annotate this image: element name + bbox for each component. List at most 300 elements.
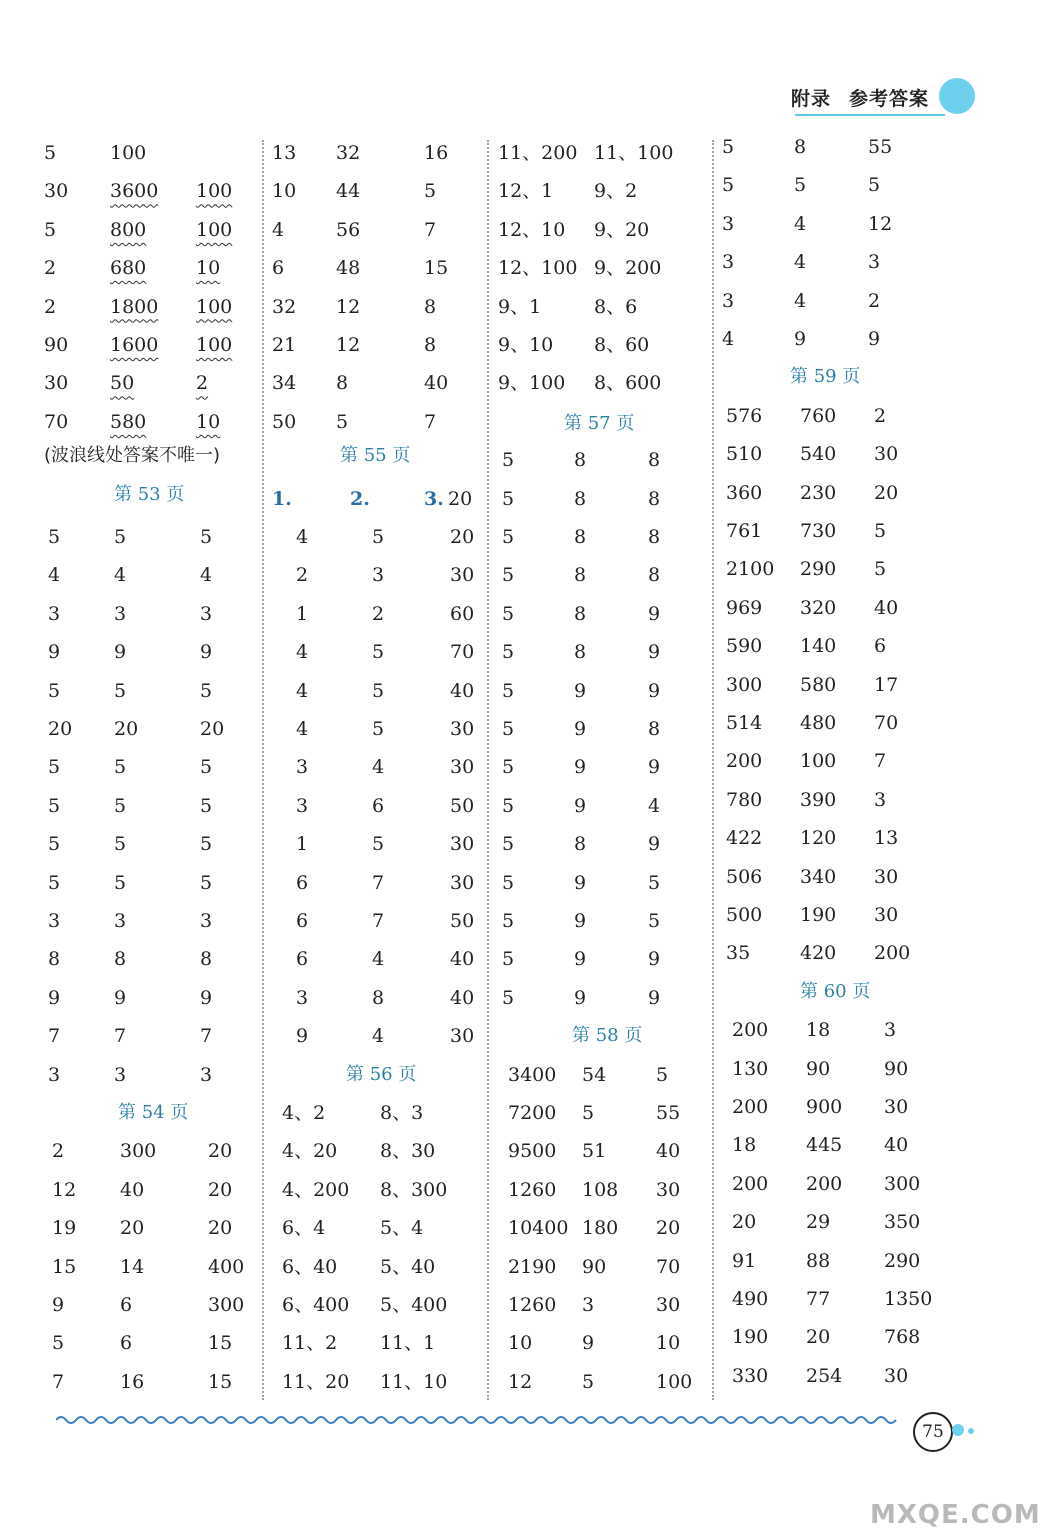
answer-cell: 8 — [574, 564, 587, 587]
footer-wave-line — [56, 1412, 906, 1428]
answer-cell: 190 — [732, 1326, 769, 1349]
answer-cell: 5 — [794, 174, 807, 197]
answer-cell: 15 — [208, 1370, 233, 1393]
answer-cell: 8 — [574, 641, 587, 664]
answer-cell: 4 — [794, 212, 807, 235]
answer-cell: 5 — [722, 136, 735, 158]
answer-cell: 3 — [722, 251, 735, 274]
answer-cell: 8 — [574, 449, 587, 472]
answer-cell: 9 — [574, 948, 587, 971]
answer-cell: 8、30 — [380, 1140, 436, 1163]
answer-cell: 9 — [868, 328, 881, 350]
answer-cell: 20 — [732, 1211, 757, 1234]
answer-cell: 9 — [574, 910, 587, 932]
answer-cell: 12、100 — [498, 257, 578, 280]
answer-cell: 780 — [726, 788, 763, 811]
answer-cell: 30 — [884, 1364, 909, 1387]
answer-cell: 7 — [200, 1025, 213, 1048]
answer-cell: 445 — [806, 1134, 843, 1157]
answer-cell: 510 — [726, 443, 763, 466]
answer-cell: 4 — [296, 526, 309, 548]
answer-cell: 130 — [732, 1057, 769, 1080]
answer-cell: 5 — [48, 794, 61, 817]
answer-cell: 16 — [424, 142, 449, 164]
answer-cell: 4 — [296, 641, 309, 664]
answer-cell: 7 — [48, 1025, 61, 1048]
answer-cell: 330 — [732, 1364, 769, 1387]
answer-cell: 30 — [450, 871, 475, 894]
answer-cell: 9 — [574, 986, 587, 1009]
answer-cell: 10 — [272, 180, 297, 203]
answer-cell: 190 — [800, 904, 837, 926]
answer-cell: 35 — [726, 942, 751, 965]
answer-cell: 506 — [726, 865, 763, 888]
footer-decor-dot — [952, 1424, 964, 1436]
answer-cell: 4 — [200, 564, 213, 587]
answer-cell: 5 — [200, 794, 213, 817]
answer-cell: 12 — [52, 1178, 77, 1201]
answer-cell: 320 — [800, 596, 837, 619]
answer-cell: 100 — [656, 1370, 693, 1393]
answer-cell: 680 — [110, 257, 147, 280]
answer-cell: 4 — [648, 794, 661, 817]
answer-cell: 5 — [200, 526, 213, 548]
answer-cell: 1260 — [508, 1294, 557, 1316]
answer-cell: 1260 — [508, 1178, 557, 1201]
answer-cell: 44 — [336, 180, 361, 203]
answer-cell: 9、100 — [498, 372, 566, 395]
answer-cell: 9500 — [508, 1140, 557, 1163]
answer-cell: 3 — [722, 289, 735, 312]
sub-question-number: 20 — [448, 487, 473, 510]
answer-cell: 6 — [296, 948, 309, 971]
answer-cell: 16 — [120, 1370, 145, 1393]
answer-cell: 2 — [196, 372, 209, 395]
answer-cell: 5 — [648, 910, 661, 932]
answer-cell: 5 — [502, 910, 515, 932]
answer-cell: 5 — [502, 602, 515, 625]
answer-cell: 730 — [800, 520, 837, 542]
answer-cell: 12 — [868, 212, 893, 235]
answer-cell: 800 — [110, 218, 147, 241]
column-divider-2 — [487, 140, 489, 1400]
answer-cell: 580 — [800, 673, 837, 696]
answer-cell: 290 — [884, 1249, 921, 1272]
header-underline — [795, 114, 945, 116]
answer-cell: 2190 — [508, 1255, 557, 1278]
answer-cell: 5 — [200, 833, 213, 856]
answer-cell: 30 — [450, 564, 475, 587]
answer-cell: 8 — [574, 602, 587, 625]
answer-cell: 70 — [656, 1255, 681, 1278]
answer-cell: 8 — [574, 487, 587, 510]
answer-cell: 12、10 — [498, 218, 566, 241]
answer-cell: 590 — [726, 635, 763, 658]
answer-cell: 20 — [874, 481, 899, 504]
answer-cell: 70 — [44, 410, 69, 433]
answer-cell: 1 — [296, 833, 309, 856]
answer-cell: 50 — [272, 410, 297, 433]
answer-cell: 9 — [648, 641, 661, 664]
answer-cell: 9 — [794, 328, 807, 350]
answer-cell: 2100 — [726, 558, 775, 581]
page-heading-55: 第 55 页 — [340, 445, 411, 467]
answer-cell: 5 — [200, 756, 213, 779]
answer-cell: 11、200 — [498, 142, 578, 164]
answer-cell: 20 — [450, 526, 475, 548]
answer-cell: 40 — [874, 596, 899, 619]
answer-cell: 120 — [800, 827, 837, 850]
answer-cell: 422 — [726, 827, 763, 850]
answer-cell: 254 — [806, 1364, 843, 1387]
answer-cell: 900 — [806, 1096, 843, 1118]
answer-cell: 56 — [336, 218, 361, 241]
answer-cell: 11、20 — [282, 1370, 350, 1393]
answer-cell: 3 — [200, 1063, 213, 1086]
answer-cell: 9 — [648, 756, 661, 779]
answer-cell: 3 — [200, 602, 213, 625]
answer-cell: 5 — [44, 218, 57, 241]
answer-cell: 230 — [800, 481, 837, 504]
answer-cell: 490 — [732, 1288, 769, 1310]
answer-cell: 9 — [48, 986, 61, 1009]
answer-cell: 5 — [114, 794, 127, 817]
sub-question-number: 1. — [272, 487, 292, 510]
answer-cell: 8 — [648, 718, 661, 740]
answer-cell: 9 — [582, 1332, 595, 1355]
answer-cell: 15 — [52, 1255, 77, 1278]
answer-cell: 10 — [508, 1332, 533, 1355]
answer-cell: 19 — [52, 1217, 77, 1240]
answer-cell: 34 — [272, 372, 297, 395]
answer-cell: 768 — [884, 1326, 921, 1349]
answer-cell: 8 — [648, 449, 661, 472]
answer-cell: 55 — [656, 1102, 681, 1124]
answer-cell: 51 — [582, 1140, 607, 1163]
answer-cell: 4 — [372, 1025, 385, 1048]
answer-cell: 40 — [884, 1134, 909, 1157]
answer-cell: 20 — [48, 718, 73, 740]
answer-cell: 969 — [726, 596, 763, 619]
answer-cell: 5 — [874, 558, 887, 581]
answer-cell: 6 — [296, 910, 309, 932]
answer-cell: 9 — [200, 641, 213, 664]
answer-cell: 20 — [208, 1178, 233, 1201]
answer-cell: 2 — [44, 295, 57, 318]
answer-cell: 12 — [336, 334, 361, 356]
answer-cell: 5 — [502, 948, 515, 971]
page-heading-54: 第 54 页 — [118, 1102, 189, 1123]
answer-cell: 3 — [372, 564, 385, 587]
answer-cell: 8 — [372, 986, 385, 1009]
answer-cell: 5 — [48, 679, 61, 702]
answer-cell: 29 — [806, 1211, 831, 1234]
answer-cell: 6 — [372, 794, 385, 817]
header-title — [791, 84, 929, 111]
answer-cell: 90 — [806, 1057, 831, 1080]
answer-cell: 11、2 — [282, 1332, 338, 1355]
answer-cell: 3 — [582, 1294, 595, 1316]
answer-cell: 3 — [296, 756, 309, 779]
answer-cell: 3 — [884, 1019, 897, 1042]
answer-cell: 390 — [800, 788, 837, 811]
answer-cell: 5 — [582, 1102, 595, 1124]
answer-cell: 300 — [120, 1140, 157, 1163]
answer-cell: 3 — [296, 986, 309, 1009]
answer-cell: 200 — [874, 942, 911, 965]
header-decor-circle — [939, 78, 975, 114]
answer-cell: 5、400 — [380, 1294, 448, 1316]
answer-cell: 100 — [196, 295, 233, 318]
answer-cell: 5 — [502, 487, 515, 510]
answer-cell: 5 — [372, 833, 385, 856]
answer-cell: 5 — [52, 1332, 65, 1355]
answer-cell: 8 — [574, 526, 587, 548]
answer-cell: 6 — [874, 635, 887, 658]
answer-cell: 14 — [120, 1255, 145, 1278]
answer-cell: 4 — [372, 948, 385, 971]
answer-cell: 32 — [336, 142, 361, 164]
answer-cell: 54 — [582, 1063, 607, 1086]
answer-cell: 8、60 — [594, 334, 650, 356]
answer-cell: 5 — [200, 871, 213, 894]
answer-cell: 4、2 — [282, 1102, 326, 1124]
answer-cell: 15 — [208, 1332, 233, 1355]
answer-cell: 8 — [200, 948, 213, 971]
answer-cell: 20 — [208, 1140, 233, 1163]
answer-cell: 3 — [200, 910, 213, 932]
answer-cell: 7 — [52, 1370, 65, 1393]
answer-cell: 6 — [120, 1332, 133, 1355]
answer-cell: 7 — [372, 871, 385, 894]
watermark-logo: MXQE.COM — [870, 1500, 1041, 1530]
answer-cell: 5 — [114, 526, 127, 548]
answer-cell: 55 — [868, 136, 893, 158]
answer-cell: 30 — [44, 180, 69, 203]
answer-cell: 30 — [450, 718, 475, 740]
answer-cell: 3 — [114, 910, 127, 932]
answer-cell: 5 — [582, 1370, 595, 1393]
answer-cell: 3600 — [110, 180, 159, 203]
answer-cell: 576 — [726, 404, 763, 427]
answer-cell: 10 — [196, 410, 221, 433]
answer-cell: 5 — [114, 833, 127, 856]
answer-cell: 4 — [114, 564, 127, 587]
answer-cell: 3400 — [508, 1063, 557, 1086]
answer-cell: 5 — [502, 679, 515, 702]
answer-cell: 18 — [806, 1019, 831, 1042]
answer-cell: 40 — [656, 1140, 681, 1163]
page-heading-56: 第 56 页 — [346, 1063, 417, 1085]
answer-cell: 3 — [114, 602, 127, 625]
answer-cell: 540 — [800, 443, 837, 466]
answer-cell: 5 — [502, 794, 515, 817]
answer-cell: 11、10 — [380, 1370, 448, 1393]
answer-cell: 20 — [656, 1217, 681, 1240]
answer-cell: 5 — [48, 833, 61, 856]
answer-cell: 420 — [800, 942, 837, 965]
page-heading-53: 第 53 页 — [114, 483, 185, 505]
answer-cell: 760 — [800, 404, 837, 427]
answer-cell: 1800 — [110, 295, 159, 318]
answer-cell: 5 — [502, 871, 515, 894]
answer-cell: 70 — [450, 641, 475, 664]
sub-question-number: 2. — [350, 487, 370, 510]
answer-cell: 9 — [296, 1025, 309, 1048]
answer-cell: 48 — [336, 257, 361, 280]
answer-cell: 9 — [200, 986, 213, 1009]
answer-cell: 9、1 — [498, 295, 542, 318]
answer-cell: 7 — [424, 410, 437, 433]
answer-cell: 4、200 — [282, 1178, 350, 1201]
answer-cell: 9 — [114, 641, 127, 664]
answer-cell: 200 — [806, 1172, 843, 1195]
answer-cell: 90 — [44, 334, 69, 356]
answer-cell: 3 — [48, 1063, 61, 1086]
answer-cell: 360 — [726, 481, 763, 504]
answer-cell: 10 — [196, 257, 221, 280]
answer-cell: 5 — [114, 679, 127, 702]
answer-cell: 8 — [114, 948, 127, 971]
answer-cell: 8、300 — [380, 1178, 448, 1201]
answer-cell: 9 — [574, 871, 587, 894]
answer-cell: 3 — [868, 251, 881, 274]
answer-cell: 514 — [726, 712, 763, 734]
answer-cell: 761 — [726, 520, 763, 542]
answer-cell: 30 — [874, 443, 899, 466]
answer-cell: 9 — [648, 948, 661, 971]
answer-cell: 20 — [208, 1217, 233, 1240]
answer-cell: 12 — [508, 1370, 533, 1393]
answer-cell: 40 — [450, 948, 475, 971]
answer-cell: 10 — [656, 1332, 681, 1355]
answer-cell: 9、10 — [498, 334, 554, 356]
answer-cell: 480 — [800, 712, 837, 734]
answer-cell: 290 — [800, 558, 837, 581]
answer-cell: 4 — [372, 756, 385, 779]
page-heading-60: 第 60 页 — [800, 980, 871, 1002]
answer-cell: 2 — [868, 289, 881, 312]
answer-cell: 30 — [450, 756, 475, 779]
answer-cell: 8 — [424, 334, 437, 356]
answer-cell: 50 — [450, 794, 475, 817]
answer-cell: 8、3 — [380, 1102, 424, 1124]
answer-cell: 12 — [336, 295, 361, 318]
answer-cell: 9 — [574, 794, 587, 817]
answer-cell: 3 — [722, 212, 735, 235]
answer-cell: 6 — [120, 1294, 133, 1316]
answer-cell: 580 — [110, 410, 147, 433]
answer-cell: 5 — [874, 520, 887, 542]
answer-cell: 9 — [648, 986, 661, 1009]
answer-cell: 1600 — [110, 334, 159, 356]
answer-cell: 7 — [114, 1025, 127, 1048]
answer-cell: 5 — [502, 526, 515, 548]
answer-cell: 100 — [196, 334, 233, 356]
answer-cell: 8、6 — [594, 295, 638, 318]
answer-cell: 9 — [648, 679, 661, 702]
answer-cell: 100 — [196, 218, 233, 241]
answer-cell: 4 — [794, 289, 807, 312]
answer-cell: 9、2 — [594, 180, 638, 203]
answer-cell: 2 — [44, 257, 57, 280]
answer-cell: 7 — [424, 218, 437, 241]
answer-cell: 200 — [732, 1096, 769, 1118]
answer-cell: 5 — [372, 679, 385, 702]
header-answers: 参考答案 — [848, 88, 929, 110]
answer-cell: 108 — [582, 1178, 619, 1201]
header-appendix: 附录 — [790, 88, 831, 110]
answer-cell: 60 — [450, 602, 475, 625]
answer-cell: 40 — [120, 1178, 145, 1201]
answer-cell: 6、4 — [282, 1217, 326, 1240]
answer-cell: 20 — [806, 1326, 831, 1349]
answer-cell: 8、600 — [594, 372, 662, 395]
answer-cell: 30 — [874, 865, 899, 888]
answer-cell: 30 — [44, 372, 69, 395]
answer-cell: 7200 — [508, 1102, 557, 1124]
answer-cell: 11、100 — [594, 142, 674, 164]
answer-cell: 6、400 — [282, 1294, 350, 1316]
page-heading-59: 第 59 页 — [790, 366, 861, 388]
answer-cell: 2 — [874, 404, 887, 427]
answer-cell: 8 — [424, 295, 437, 318]
page-number: 75 — [913, 1412, 953, 1452]
answer-cell: 9 — [574, 718, 587, 740]
answer-cell: 5 — [722, 174, 735, 197]
answer-cell: 4 — [272, 218, 285, 241]
answer-cell: 77 — [806, 1288, 831, 1310]
answer-cell: 30 — [874, 904, 899, 926]
page-header — [715, 84, 975, 114]
answer-cell: 8 — [336, 372, 349, 395]
answer-cell: 5 — [502, 449, 515, 472]
answer-cell: 5 — [502, 986, 515, 1009]
answer-cell: 30 — [450, 833, 475, 856]
answer-cell: 4 — [794, 251, 807, 274]
answer-cell: 4 — [296, 718, 309, 740]
answer-cell: 7 — [874, 750, 887, 773]
answer-cell: 50 — [450, 910, 475, 932]
answer-cell: 9 — [114, 986, 127, 1009]
answer-cell: 50 — [110, 372, 135, 395]
answer-cell: 21 — [272, 334, 297, 356]
answer-cell: 9、20 — [594, 218, 650, 241]
answer-cell: 4 — [722, 328, 735, 350]
answer-cell: 5 — [114, 871, 127, 894]
answer-cell: 3 — [874, 788, 887, 811]
answer-cell: 9 — [648, 602, 661, 625]
answer-cell: 20 — [114, 718, 139, 740]
answer-cell: 200 — [732, 1172, 769, 1195]
answer-cell: 9 — [52, 1294, 65, 1316]
answer-cell: 3 — [48, 910, 61, 932]
answer-cell: 30 — [656, 1178, 681, 1201]
answer-cell: 40 — [450, 679, 475, 702]
answer-cell: 5 — [502, 756, 515, 779]
answer-cell: 3 — [48, 602, 61, 625]
answer-cell: 5 — [502, 833, 515, 856]
page-heading-57: 第 57 页 — [564, 412, 635, 434]
answer-cell: 5 — [372, 718, 385, 740]
answer-cell: 5 — [648, 871, 661, 894]
answer-cell: 4 — [296, 679, 309, 702]
answer-cell: 5 — [502, 718, 515, 740]
answer-cell: 5 — [48, 526, 61, 548]
answer-cell: 13 — [874, 827, 899, 850]
answer-cell: 20 — [200, 718, 225, 740]
answer-cell: 8 — [648, 526, 661, 548]
